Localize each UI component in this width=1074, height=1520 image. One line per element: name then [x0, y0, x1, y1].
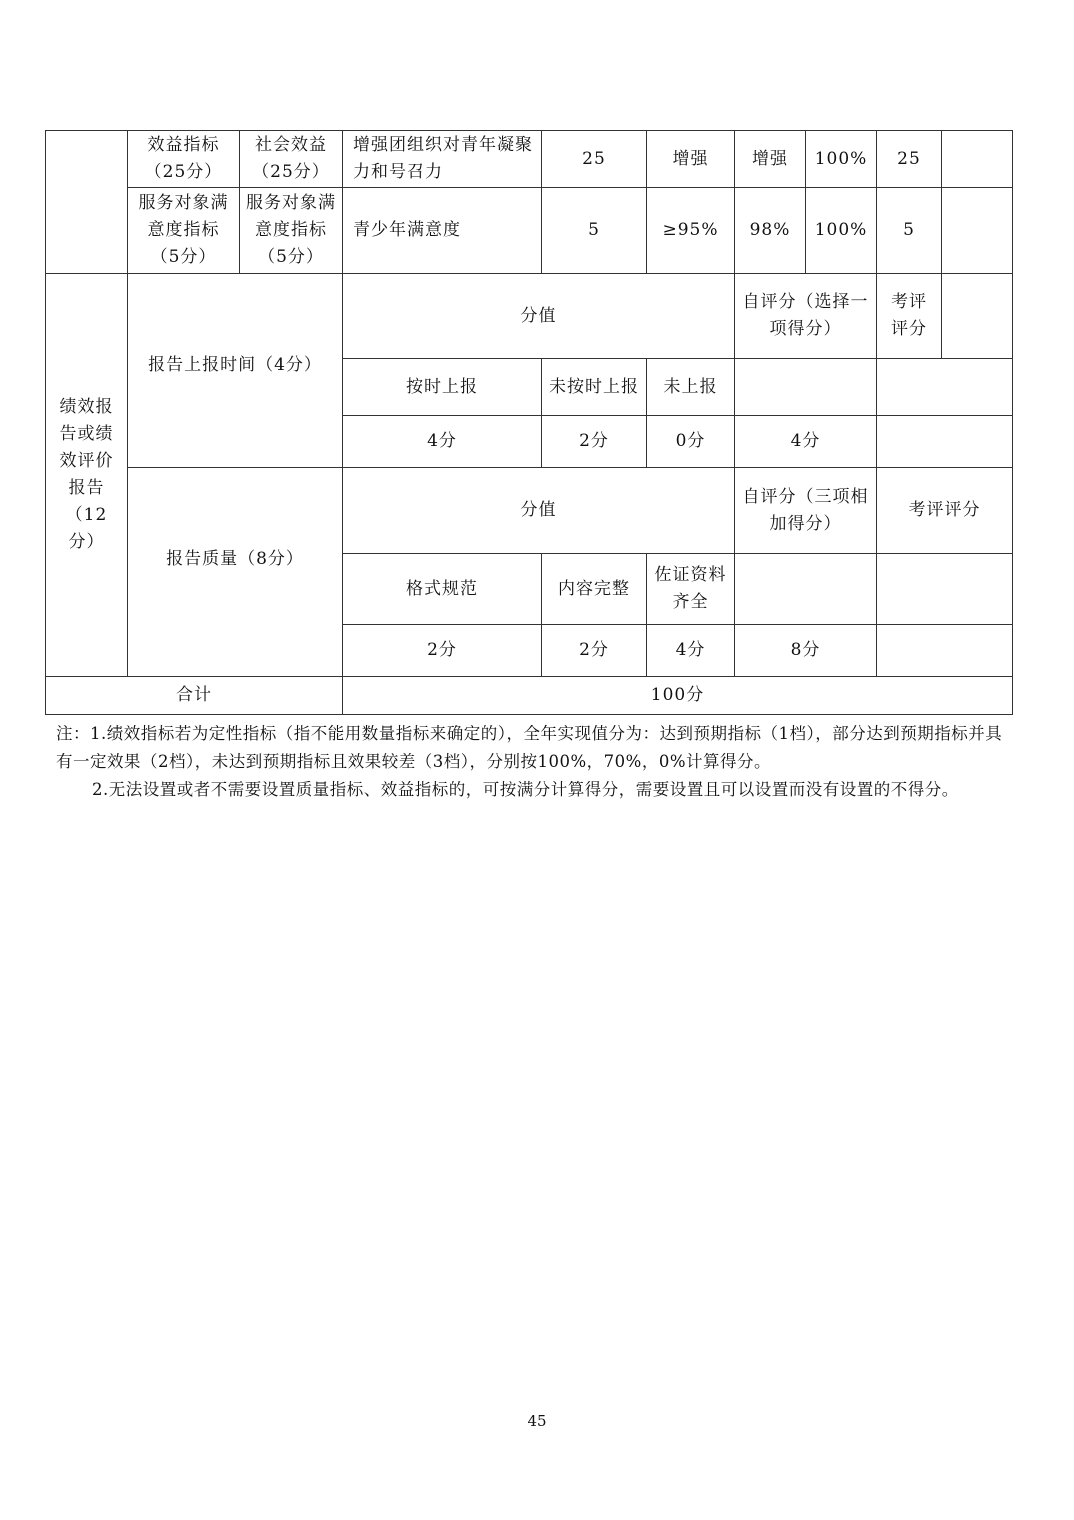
footnote-1: 注：1.绩效指标若为定性指标（指不能用数量指标来确定的），全年实现值分为：达到预期指标（1档），部分达到预期指标并具有一定效果（2档），未达到预期指标且效果较差（3档），分别按100%，70%，0%计算得分。 — [56, 724, 1003, 771]
performance-evaluation-table — [45, 130, 1013, 715]
report-section-title: 绩效报告或绩效评价报告（12分） — [46, 274, 128, 677]
self-score-value: 4分 — [735, 416, 877, 468]
indicator-level3: 增强团组织对青年凝聚力和号召力 — [343, 131, 542, 188]
completion-rate: 100% — [806, 188, 877, 274]
review-score-blank — [877, 359, 1013, 416]
actual-value: 98% — [735, 188, 806, 274]
score-value: 25 — [877, 131, 942, 188]
indicator-level1: 效益指标（25分） — [128, 131, 240, 188]
indicator-level1: 服务对象满意度指标（5分） — [128, 188, 240, 274]
self-score-blank — [735, 554, 877, 625]
points-content: 2分 — [542, 625, 647, 677]
indicator-level2: 服务对象满意度指标（5分） — [240, 188, 343, 274]
report-timing-label: 报告上报时间（4分） — [128, 274, 343, 468]
indicator-level3: 青少年满意度 — [343, 188, 542, 274]
table-row — [46, 677, 1013, 715]
total-label: 合计 — [46, 677, 343, 715]
review-score — [942, 131, 1013, 188]
points-format: 2分 — [343, 625, 542, 677]
option-late: 未按时上报 — [542, 359, 647, 416]
option-evidence: 佐证资料齐全 — [647, 554, 735, 625]
footnote-2: 2.无法设置或者不需要设置质量指标、效益指标的，可按满分计算得分，需要设置且可以设置而没有设置的不得分。 — [92, 780, 959, 799]
points-not-reported: 0分 — [647, 416, 735, 468]
self-score-blank — [735, 359, 877, 416]
review-score — [942, 188, 1013, 274]
completion-rate: 100% — [806, 131, 877, 188]
total-value: 100分 — [343, 677, 1013, 715]
table-row — [46, 188, 1013, 274]
report-quality-label: 报告质量（8分） — [128, 468, 343, 677]
review-score-blank — [877, 554, 1013, 625]
option-on-time: 按时上报 — [343, 359, 542, 416]
points-late: 2分 — [542, 416, 647, 468]
weight-value: 5 — [542, 188, 647, 274]
self-score-header: 自评分（三项相加得分） — [735, 468, 877, 554]
score-value: 5 — [877, 188, 942, 274]
target-value: ≥95% — [647, 188, 735, 274]
table-row — [46, 468, 1013, 554]
footnotes — [56, 720, 1006, 804]
self-score-header: 自评分（选择一项得分） — [735, 274, 877, 359]
option-content: 内容完整 — [542, 554, 647, 625]
page-number: 45 — [527, 1412, 547, 1430]
table-row — [46, 274, 1013, 359]
review-score-header: 考评评分 — [877, 468, 1013, 554]
empty-cell — [942, 274, 1013, 359]
indicator-level2: 社会效益（25分） — [240, 131, 343, 188]
points-on-time: 4分 — [343, 416, 542, 468]
review-score-header: 考评评分 — [877, 274, 942, 359]
weight-value: 25 — [542, 131, 647, 188]
points-evidence: 4分 — [647, 625, 735, 677]
target-value: 增强 — [647, 131, 735, 188]
self-score-value: 8分 — [735, 625, 877, 677]
table-row — [46, 131, 1013, 188]
actual-value: 增强 — [735, 131, 806, 188]
option-format: 格式规范 — [343, 554, 542, 625]
review-score-blank — [877, 625, 1013, 677]
score-header: 分值 — [343, 468, 735, 554]
review-score-blank — [877, 416, 1013, 468]
option-not-reported: 未上报 — [647, 359, 735, 416]
category-cell — [46, 131, 128, 274]
score-header: 分值 — [343, 274, 735, 359]
